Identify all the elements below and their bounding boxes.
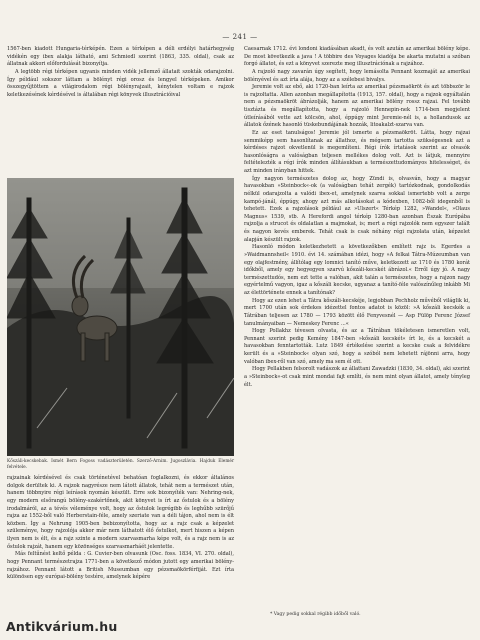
left-column-top	[7, 46, 234, 99]
ibex-photo-illustration	[7, 178, 234, 456]
paragraph: Más feltűnést keltő példa : G. Cuvier-ben olvasunk (Osc. foss. 1834, VI. 270. oldal), hogy Pennant természetrajza 1771-ben a következő módon jutott egy amerikai bölény-rajzához. Pennant látott a British Museumban egy pézsmaökörférfiját. Ezt írta különösen egy európai-bölény testére, amelynek képére	[7, 551, 234, 581]
paragraph: Caesarnak 1712. évi londoni kiadásában akadt, és volt azután az amerikai bölény képe. De most következik a java ! A többire des Voyages kiadója be akarta mutatni a szóban forgó állatot, és ezt a könyvet szerezte meg illusztrációnak a rajzához.	[244, 46, 470, 68]
paragraph: 1567-ben kiadott Hungaria-térképén. Ezen a térképen a déli erdélyi határhegység vidékén egy ibex alakja látható, ami Schmiedl szerint (1863, 335. oldal), csak az állatnak akkori előfordulását bizonyítja.	[7, 46, 234, 68]
right-column	[244, 46, 470, 389]
paragraph: Hogy az ezen lehet a Tátra kőszáli-kecskéje, legjobban Pechholz művéből világlik ki, mert 1700 után sok érdekes idézettel fontos adatot is közöl: »A kőszáli kecskék a Tátrában teljesen az 1780 — 1793 között élő Fenyvesnél — Asp Fülöp Ferenc József tanulmányaiban — Nemeskey Ferenc ...«	[244, 297, 470, 327]
paragraph: Így nagyon természetes dolog az, hogy Zündi is, olvasván, hogy a magyar havasokban »Steinbock«-ok (a valóságban tehát zergék) tartózkodnak, gondolkodás nélkül odarajzolta a valódi ibex-et, amelynek szarva sokkal ismertebb volt a zerge kampó-jánál, éppúgy, ahogy azt más alkotásokat a kódexben, 1082-ből idegenből is tehetett. Ezek a rajzolások például az »Ulszert« Térkép 1282, »Wandel«, »Olaus Magnus« 1539, stb. A Herefordi angol térkép 1280-ban azonban Észak Európába rajzolja a strucot és oldalatlan a majmokat, is; mert a régi rajzolók nem egyszer talált és nagyon kevés emberek. Tehát csak is csak néhány régi rajzolata után, képzelet alapján készült rajzok.	[244, 175, 470, 243]
photo-caption: Kőszáli-kecskebak. Ismét Bern Fogoss vadászterületén. Szerző-Arnim. Jugoszlávia. Hajduk Elemér felvétele.	[7, 459, 234, 470]
paragraph: Hogy Pollakhz tévesen olvasta, és az a Tátrában tökéletesen ismeretlen volt, Pennant szerint pedig Kemény 1847-ben »kőszáli kecskét« írt le, és a kecskét a havasokban fenntartották. Lutz 1849 értékelése szerint a kecske csak a felvidékre került és a »Steinbock« olyan szó, hogy a szóból nem lehetett rájönni arra, hogy valóban ibex-ről van szó, amely ma sem él ott.	[244, 328, 470, 365]
paragraph: rajzainak kérdésével és csak történetével behatóan foglalkozni, és ekkor általános dolgok derültek ki. A rajzok nagyrésze nem látott állatok, tehát nem a természet után, hanem többnyire régi leírások nyomán készült. Erre sok bizonyíték van: Nehring-nek, egy modern elsőrangú bölény-szakértőnek, akit könyvet is írt az őstulok és a bölény irodalmáról, az a tévés véleménye volt, hogy az őstulok legrégibb és leghűbb szürőjű rajza az 1552-ből való Herberstain-féle, amely szeriate van a déli tájon, ahol nem is élt közben. Így a Nehrung 1905-ben bebizonyította, hogy az a rajz csak a képzelet szüleménye, hogy rajzolója akkor már nem láthatott élő őstulkot, mert hiszen a képen ilyen nem is élt, és a rajz szinte a modern szarvasmarha képe volt, és a rajz nem is az őstulok rajzát, hanem egy közönséges szarvasmarháét jelentette.	[7, 475, 234, 550]
footnote: * Vagy pedig sokkal régibb időből való.	[270, 612, 361, 617]
left-column-bottom	[7, 475, 234, 582]
paragraph: Hogy Pellakben felsorolt vadászok az állattani Zawadzki (1830, 34. oldal), aki szerint a »Steinbock«-ot csak mint mondai fajt említi, és nem mint olyan állatot, amely tényleg élt.	[244, 366, 470, 388]
paragraph: Jeremie volt az ebő, aki 1720-ban leírta az amerikai pézsmaökröt és azt többször le is rajzoltatta. Allen azonban megállapította (1913, 157. oldal), hogy a rajzok egyáltalán nem a pézsmaökröt ábrázolják, hanem az amerikai bölény rossz rajzai. Fel tovább tisztázta és megállapította, hogy a rajzoló Hennepin-nek 1714-ben megjelent útleírásából vette azt kölcsön, ahol, éppúgy mint Jeremie-nél is, a hollandusok az állatok őzének hasonló tüskebundájának hozzák, litoakalzt-szarva van.	[244, 84, 470, 129]
paragraph: A rajzoló nagy zavarán úgy segített, hogy lemásolta Pennant kozmaját az amerikai bölényével és azt írta alája, hogy az a szélebesi bivalys.	[244, 68, 470, 83]
paragraph: Hasonló módon keletkezhetett a következőkben említett rajz is. Egerdes a »Waidmannsheil« 1910. évi 14. számában idézi, hogy »A felkai Tátra-Múzeumban van egy olajfestmény, állítólag egy lomnici tanító műve, keletkezett az 1710 és 1780 korát időkből, amely egy hegyegyen szarvú kőszáli-kecskét ábrázol.« Erről úgy jó. A nagy természettudós, nem ezt tette a valóban, akit talán a természetes, hogy a rajzon nagy egyértelmű vagyon, igaz a kőszáli kecske, ugyanaz a tanító-féle valószínűleg inkább Mi az élettörténete ennek a tanítónak?	[244, 244, 470, 296]
paragraph: Ez az eset tanulságos! Jeremie jól ismerte a pézsmaökröt. Látta, hogy rajzai semmiképp sem hasonlítanak az állathoz, és mégsem tartotta szükségesnek azt a kérdéses rajzot okvetlenül is megemlíteni. Régi írók írtatások szerint az olvasók hasonlóságra a valóságban teljesen mellékes dolog volt. Azt is látjuk, mennyire feltételezték a régi írók minden állításukban a természettudományos hitelességet, és azt minden irányban hittek.	[244, 129, 470, 174]
watermark: Antikvárium.hu	[6, 619, 118, 634]
paragraph: A legtöbb régi térképen ugyanis minden vidék jellemző állatait szokták odarajzolni. Így például sokszor láttam a bölényt régi orosz és lengyel térképeken. Amikor összegyűjtöttem a világirodalom régi bölényrajzait, kénytelen voltam e rajzok keletkezésének kérdésével is általában régi könyvek illusztrációival	[7, 68, 234, 98]
page-number: — 241 —	[222, 33, 258, 41]
ibex-photograph	[7, 178, 234, 456]
